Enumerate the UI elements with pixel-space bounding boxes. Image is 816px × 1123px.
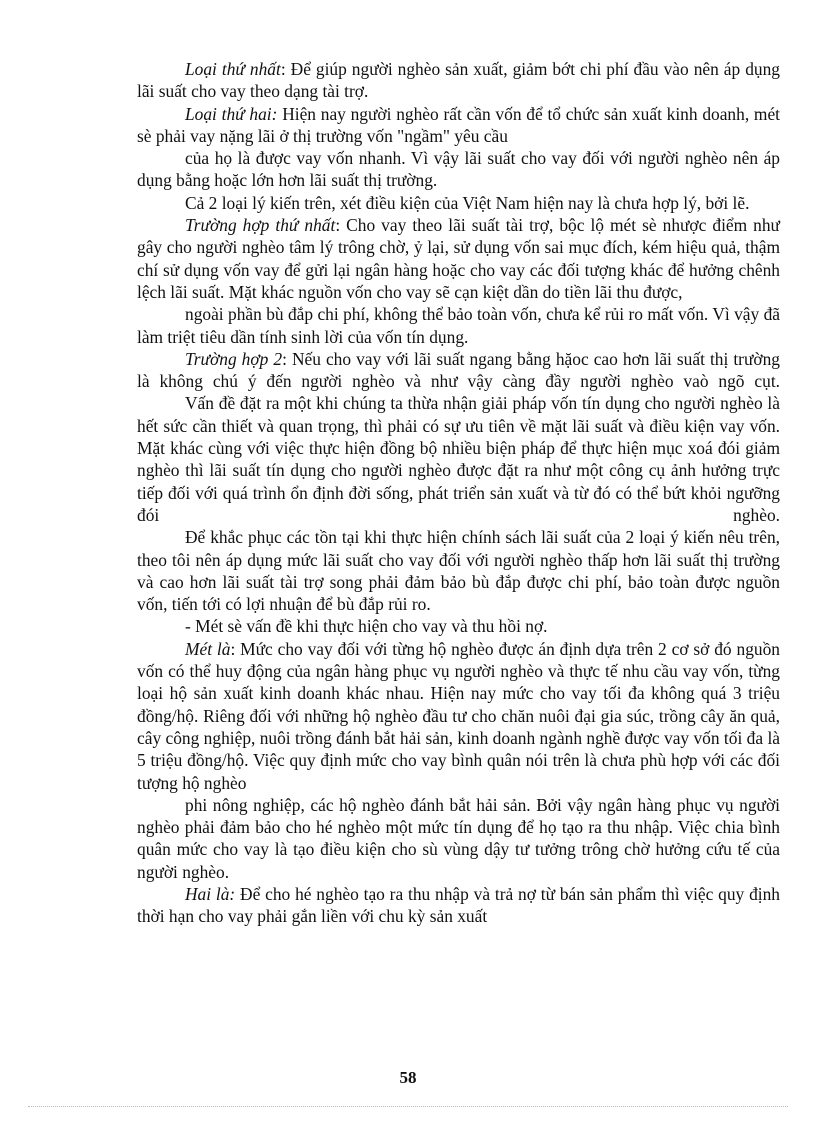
paragraph-p7 [137, 348, 780, 393]
paragraph-text: Để khắc phục các tồn tại khi thực hiện chính sách lãi suất của 2 loại ý kiến nêu trên, theo tôi nên áp dụng mức lãi suất cho vay đối với người nghèo thấp hơn lãi suất thị trường và cao hơn lãi suất tài trợ song phải đảm bảo bù đắp được chi phí, bảo toàn được nguồn vốn, tiến tới có lợi nhuận để bù đắp rủi ro. [137, 527, 780, 615]
paragraph-p2 [137, 103, 780, 148]
paragraph-lead: Loại thứ nhất [185, 59, 281, 79]
paragraph-p13 [137, 883, 780, 928]
paragraph-text: Vấn đề đặt ra một khi chúng ta thừa nhận giải pháp vốn tín dụng cho người nghèo là hết sức cần thiết và quan trọng, thì phải có sự ưu tiên về mặt lãi suất và điều kiện vay vốn. Mặt khác cùng với việc thực hiện đồng bộ nhiều biện pháp để thực hiện mục xoá đói giảm nghèo thì lãi suất tín dụng cho người nghèo được đặt ra như một công cụ ảnh hưởng trực tiếp đối với quá trình ổn định đời sống, phát triển sản xuất và từ đó có thể bứt khỏi ngưỡng đói nghèo. [137, 393, 780, 525]
paragraph-p4 [137, 192, 780, 214]
paragraph-text: - Mét sè vấn đề khi thực hiện cho vay và thu hồi nợ. [185, 616, 548, 637]
paragraph-lead: Mét là [185, 638, 231, 659]
paragraph-lead: Trường hợp thứ nhất [185, 215, 336, 236]
paragraph-text: của họ là được vay vốn nhanh. Vì vậy lãi suất cho vay đối với người nghèo nên áp dụng bằng hoặc lớn hơn lãi suất thị trường. [137, 148, 780, 191]
paragraph-text: : Mức cho vay đối với từng hộ nghèo được án định dựa trên 2 cơ sở đó nguồn vốn có thể huy động của ngân hàng phục vụ người nghèo và thực tế nhu cầu vay vốn, từng loại hộ sản xuất kinh doanh khác nhau. Hiện nay mức cho vay tối đa không quá 3 triệu đồng/hộ. Riêng đối với những hộ nghèo đầu tư cho chăn nuôi đại gia súc, trồng cây ăn quả, cây công nghiệp, nuôi trồng đánh bắt hải sản, kinh doanh ngành nghề được vay vốn tối đa là 5 triệu đồng/hộ. Việc quy định mức cho vay bình quân nói trên là chưa phù hợp với các đối tượng hộ nghèo [137, 638, 780, 793]
paragraph-p3 [137, 147, 780, 192]
paragraph-text: : Cho vay theo lãi suất tài trợ, bộc lộ mét sè nhược điểm như gây cho người nghèo tâm lý trông chờ, ỷ lại, sử dụng vốn sai mục đích, kém hiệu quả, thậm chí sử dụng vốn vay để gửi lại ngân hàng hoặc cho vay các đối tượng khác để hưởng chênh lệch lãi suất. Mặt khác nguồn vốn cho vay sẽ cạn kiệt dần do tiền lãi thu được, [137, 215, 780, 302]
paragraph-text: : Để giúp người nghèo sản xuất, giảm bớt chi phí đầu vào nên áp dụng lãi suất cho vay theo dạng tài trợ. [137, 59, 780, 102]
footer-dotted-rule [28, 1106, 788, 1107]
paragraph-p12 [137, 794, 780, 883]
body-text [137, 58, 780, 928]
paragraph-text: Cả 2 loại lý kiến trên, xét điều kiện của Việt Nam hiện nay là chưa hợp lý, bởi lẽ. [185, 192, 750, 213]
page-number: 58 [399, 1068, 417, 1087]
paragraph-p5 [137, 214, 780, 303]
paragraph-text: : Nếu cho vay với lãi suất ngang bằng hặoc cao hơn lãi suất thị trường là không chú ý đến người nghèo và như vậy càng đầy người nghèo vaò ngõ cụt. [137, 348, 780, 392]
paragraph-lead: Hai là: [185, 883, 236, 904]
paragraph-lead: Loại thứ hai: [185, 103, 278, 124]
paragraph-text: Để cho hé nghèo tạo ra thu nhập và trả nợ từ bán sản phẩm thì việc quy định thời hạn cho vay phải gắn liền với chu kỳ sản xuất [137, 883, 780, 927]
paragraph-p6 [137, 303, 780, 348]
paragraph-p9 [137, 526, 780, 615]
paragraph-text: phi nông nghiệp, các hộ nghèo đánh bắt hải sản. Bởi vậy ngân hàng phục vụ người nghèo phải đảm bảo cho hé nghèo một mức tín dụng để họ tạo ra thu nhập. Việc chia bình quân mức cho vay là tạo điều kiện cho sù vùng dậy tư tưởng trông chờ hưởng cứu tế của người nghèo. [137, 794, 780, 882]
paragraph-p8 [137, 392, 780, 526]
paragraph-p1 [137, 58, 780, 103]
paragraph-p11 [137, 638, 780, 794]
paragraph-lead: Trường hợp 2 [185, 348, 283, 369]
paragraph-p10 [137, 615, 780, 637]
paragraph-text: Hiện nay người nghèo rất cần vốn để tổ chức sản xuất kinh doanh, mét sè phải vay nặng lãi ở thị trường vốn "ngầm" yêu cầu [137, 103, 781, 146]
paragraph-text: ngoài phần bù đắp chi phí, không thể bảo toàn vốn, chưa kể rủi ro mất vốn. Vì vậy đã làm triệt tiêu dần tính sinh lời của vốn tín dụng. [137, 304, 780, 347]
